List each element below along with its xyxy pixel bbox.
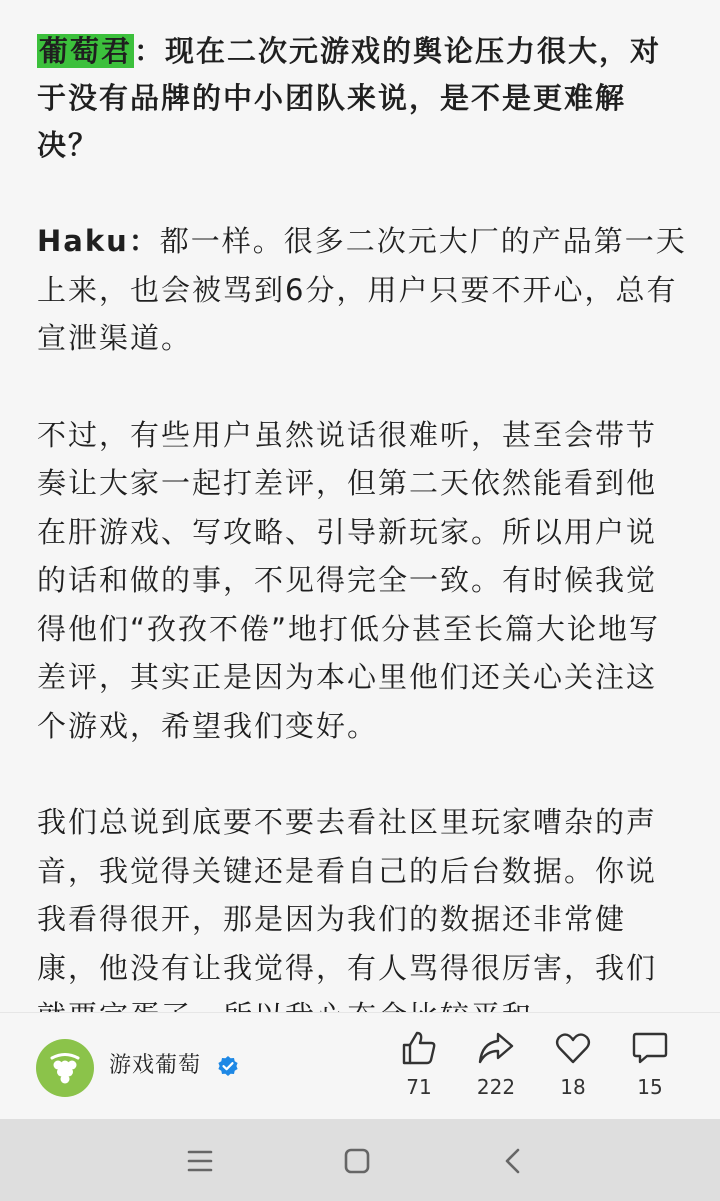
comment-button[interactable] (615, 1029, 685, 1099)
favorite-count: 18 (560, 1075, 586, 1099)
share-button[interactable] (461, 1029, 531, 1099)
back-icon[interactable] (496, 1143, 532, 1179)
answer-paragraph (37, 217, 687, 363)
like-count: 71 (406, 1075, 432, 1099)
author-name[interactable]: 游戏葡萄 (109, 1053, 202, 1078)
question-paragraph (37, 28, 687, 169)
home-icon[interactable] (339, 1143, 375, 1179)
answer-text: 都一样。很多二次元大厂的产品第一天上来，也会被骂到6分，用户只要不开心，总有宣泄渠道。 (37, 224, 687, 355)
answer-speaker: Haku： (37, 224, 160, 258)
favorite-button[interactable] (538, 1029, 608, 1099)
question-speaker: 葡萄君 (39, 34, 133, 68)
share-icon (477, 1029, 515, 1067)
article-body (37, 28, 687, 1089)
grape-logo-icon (46, 1049, 84, 1087)
comment-count: 15 (637, 1075, 663, 1099)
paragraph-2: 不过，有些用户虽然说话很难听，甚至会带节奏让大家一起打差评，但第二天依然能看到他在肝游戏、写攻略、引导新玩家。所以用户说的话和做的事，不见得完全一致。有时候我觉得他们“孜孜不倦”地打低分甚至长篇大论地写差评，其实正是因为本心里他们还关心关注这个游戏，希望我们变好。 (37, 417, 661, 743)
question-text: ：现在二次元游戏的舆论压力很大，对于没有品牌的中小团队来说，是不是更难解决？ (37, 34, 662, 162)
paragraph-3: 我们总说到底要不要去看社区里玩家嘈杂的声音，我觉得关键还是看自己的后台数据。你说我看得很开，那是因为我们的数据还非常健康，他没有让我觉得，有人骂得很厉害，我们 (37, 805, 658, 985)
heart-icon (554, 1029, 592, 1067)
article-footer (0, 1013, 720, 1119)
share-count: 222 (476, 1075, 516, 1099)
thumbs-up-icon (400, 1029, 438, 1067)
menu-icon[interactable] (182, 1143, 218, 1179)
avatar[interactable] (36, 1039, 94, 1097)
system-nav-bar (0, 1119, 720, 1201)
verified-icon (217, 1055, 239, 1077)
like-button[interactable] (384, 1029, 454, 1099)
comment-icon (631, 1029, 669, 1067)
